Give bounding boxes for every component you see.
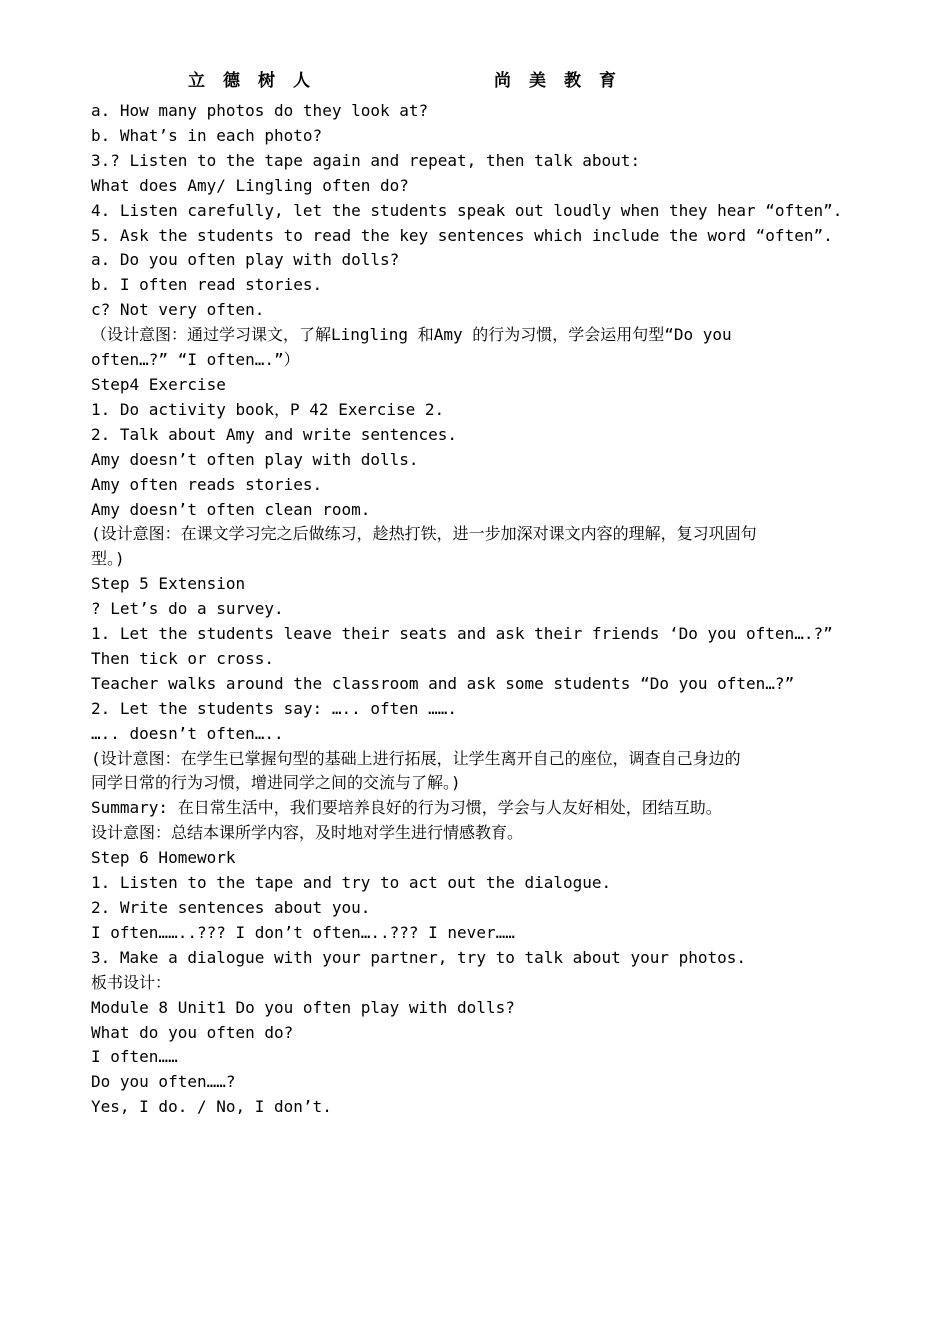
- text-line: b. I often read stories.: [91, 275, 323, 295]
- text-line: Then tick or cross.: [91, 648, 275, 668]
- text-line: b. What’s in each photo?: [91, 125, 323, 145]
- design-intent-note: （设计意图：通过学习课文，了解Lingling 和Amy 的行为习惯，学会运用句型“Do you: [91, 325, 732, 345]
- text-line: c? Not very often.: [91, 300, 265, 320]
- text-line: Amy often reads stories.: [91, 474, 323, 494]
- text-line: Amy doesn’t often clean room.: [91, 499, 371, 519]
- section-heading: 板书设计：: [91, 972, 172, 992]
- design-intent-note: 同学日常的行为习惯，增进同学之间的交流与了解。): [91, 773, 461, 793]
- header-motto-right: 尚美教育: [494, 71, 634, 91]
- text-line: 2. Talk about Amy and write sentences.: [91, 424, 458, 444]
- design-intent-note: (设计意图：在学生已掌握句型的基础上进行拓展，让学生离开自己的座位，调查自己身边的: [91, 748, 741, 768]
- text-line: I often……..??? I don’t often…..??? I never……: [91, 922, 515, 942]
- text-line: 2. Write sentences about you.: [91, 898, 371, 917]
- lesson-plan-body: [91, 99, 863, 1120]
- text-line: Do you often……?: [91, 1072, 236, 1092]
- text-line: 1. Let the students leave their seats and ask their friends ‘Do you often….?”: [91, 624, 833, 644]
- header-motto-left: 立德树人: [188, 71, 328, 91]
- summary-line: Summary: 在日常生活中，我们要培养良好的行为习惯，学会与人友好相处，团结互助。: [91, 798, 722, 818]
- section-heading: Step4 Exercise: [91, 374, 226, 394]
- text-line: ? Let’s do a survey.: [91, 599, 284, 619]
- design-intent-note: (设计意图：在课文学习完之后做练习，趁热打铁，进一步加深对课文内容的理解，复习巩固句: [91, 524, 757, 544]
- text-line: What do you often do?: [91, 1022, 294, 1042]
- design-intent-note: often…?” “I often….”）: [91, 350, 300, 370]
- text-line: 2. Let the students say: ….. often …….: [91, 698, 458, 718]
- text-line: 4. Listen carefully, let the students speak out loudly when they hear “often”.: [91, 200, 843, 220]
- design-intent-note: 设计意图：总结本课所学内容，及时地对学生进行情感教育。: [91, 823, 524, 843]
- section-heading: Step 5 Extension: [91, 574, 246, 594]
- text-line: Module 8 Unit1 Do you often play with dolls?: [91, 997, 515, 1017]
- text-line: 1. Do activity book，P 42 Exercise 2.: [91, 399, 445, 419]
- text-line: a. How many photos do they look at?: [91, 101, 429, 120]
- text-line: 1. Listen to the tape and try to act out the dialogue.: [91, 873, 612, 893]
- text-line: Amy doesn’t often play with dolls.: [91, 449, 419, 469]
- text-line: ….. doesn’t often…..: [91, 723, 284, 743]
- text-line: a. Do you often play with dolls?: [91, 250, 400, 270]
- text-line: Teacher walks around the classroom and ask some students “Do you often…?”: [91, 673, 795, 693]
- section-heading: Step 6 Homework: [91, 848, 236, 868]
- text-line: 3.? Listen to the tape again and repeat, then talk about:: [91, 150, 641, 170]
- text-line: What does Amy/ Lingling often do?: [91, 175, 409, 195]
- text-line: 3. Make a dialogue with your partner, try to talk about your photos.: [91, 947, 747, 967]
- design-intent-note: 型。): [91, 549, 125, 569]
- text-line: I often……: [91, 1047, 178, 1067]
- text-line: 5. Ask the students to read the key sentences which include the word “often”.: [91, 225, 833, 245]
- text-line: Yes, I do. / No, I don’t.: [91, 1097, 332, 1117]
- page-header: [0, 66, 950, 92]
